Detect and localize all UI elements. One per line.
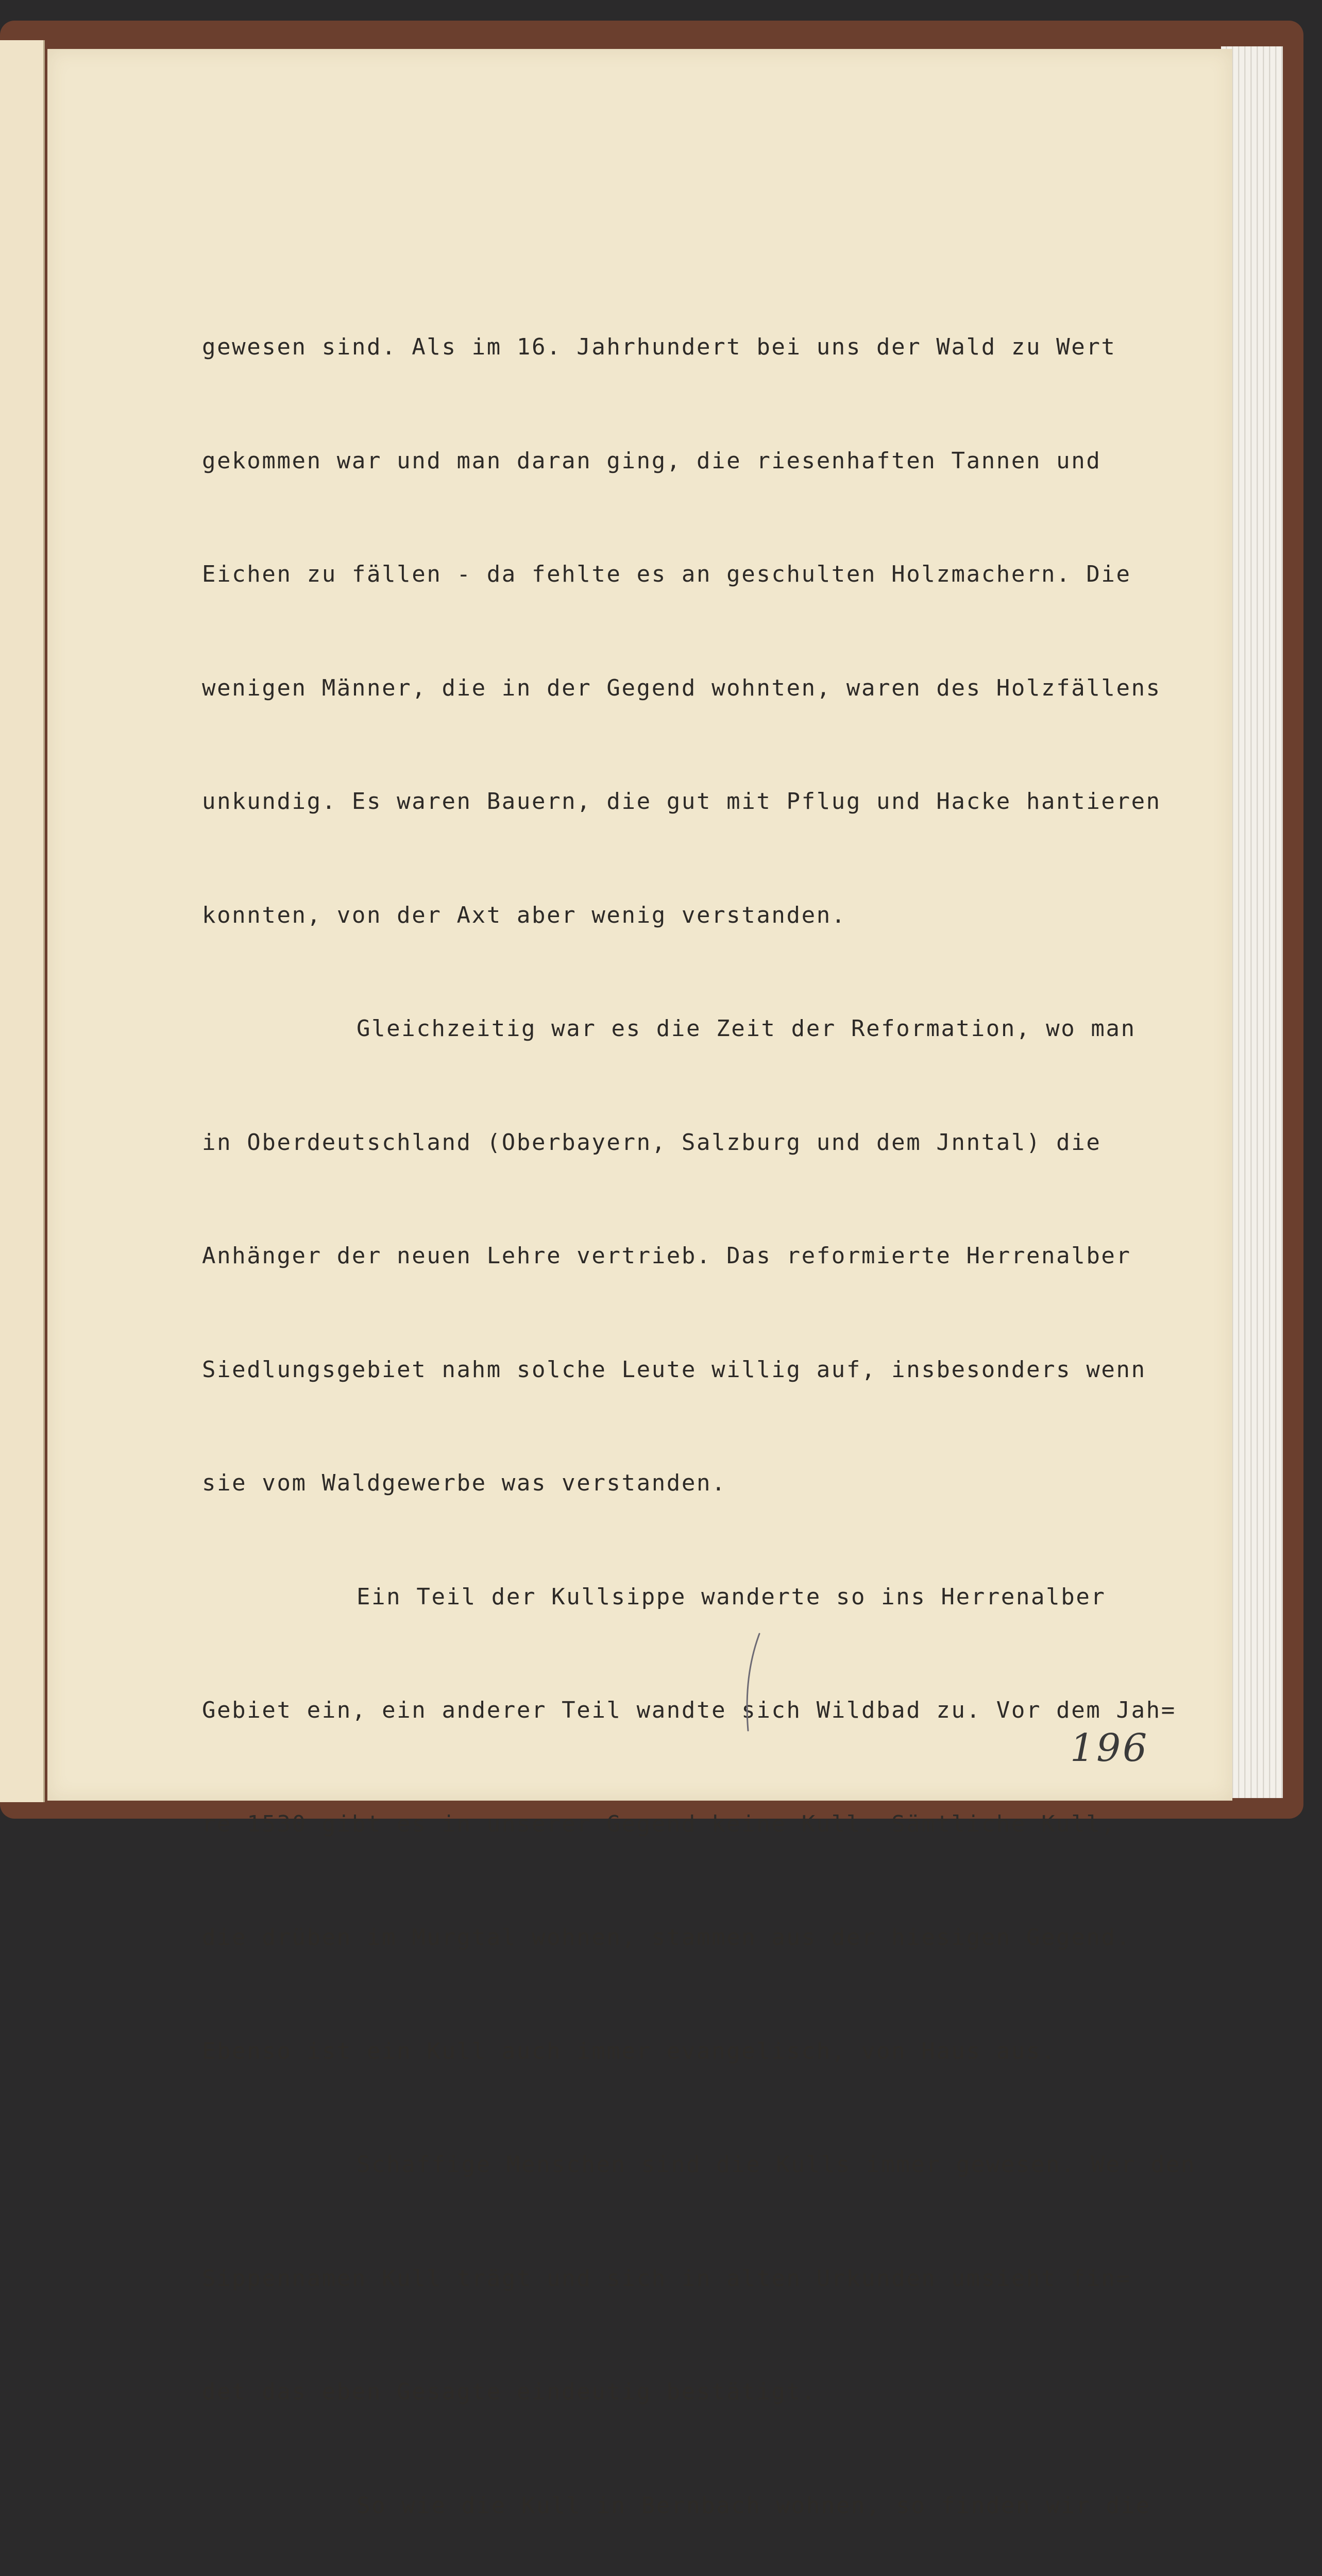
text-line: in Oberdeutschland (Oberbayern, Salzburg und dem Jnntal) die: [202, 1129, 1101, 1156]
document-page: [47, 49, 1232, 2519]
text-line: Eichen zu fällen - da fehlte es an geschulten Holzmachern. Die: [202, 561, 1131, 587]
text-line: det das eben Gesagte eindeutig bestätigt.: [202, 2379, 817, 2405]
text-line: sie vom Waldgewerbe was verstanden.: [202, 1470, 727, 1496]
text-line: Sippennamen Kull trägt und sich in alten Urkunden umsieht fin=: [202, 2265, 1131, 2292]
facing-page-edge: [0, 40, 45, 1802]
text-line: re 1530 gibt es in unserer Gegend keine Kull. Sämtliche Kull,: [202, 1810, 1116, 1837]
text-line: Ein Teil der Kullsippe wanderte so ins Herrenalber: [357, 1583, 1106, 1610]
text-line: die drüben im Murgtal wohnen, stammen aus der hiesigen Gegend.: [202, 1924, 1131, 1951]
text-line: Ebenso ist ein Kull auch immer evangelisch, von Haus aus.: [202, 2038, 1057, 2064]
text-line: So wie die Kull in Bernbach wohnen, so finden wir die: [357, 2492, 1151, 2519]
text-line: Gebiet ein, ein anderer Teil wandte sich Wildbad zu. Vor dem Jah=: [202, 1697, 1176, 1723]
text-line: gekommen war und man daran ging, die riesenhaften Tannen und: [202, 447, 1101, 474]
text-line: unkundig. Es waren Bauern, die gut mit Pflug und Hacke hantieren: [202, 788, 1161, 815]
text-line: Siedlungsgebiet nahm solche Leute willig auf, insbesonders wenn: [202, 1356, 1146, 1383]
page-number: 196: [1070, 1726, 1149, 1770]
pencil-mark: [742, 1631, 762, 1734]
text-line: Anhänger der neuen Lehre vertrieb. Das reformierte Herrenalber: [202, 1243, 1131, 1269]
text-line: Schaffige Menschen sind die Kulls immer gewesen. Wer den: [357, 2151, 1196, 2178]
text-line: konnten, von der Axt aber wenig verstanden.: [202, 902, 846, 928]
text-line: Gleichzeitig war es die Zeit der Reformation, wo man: [357, 1015, 1136, 1042]
text-line: gewesen sind. Als im 16. Jahrhundert bei uns der Wald zu Wert: [202, 334, 1116, 360]
typewritten-text: [202, 252, 1207, 2576]
text-line: wenigen Männer, die in der Gegend wohnten, waren des Holzfällens: [202, 674, 1161, 701]
